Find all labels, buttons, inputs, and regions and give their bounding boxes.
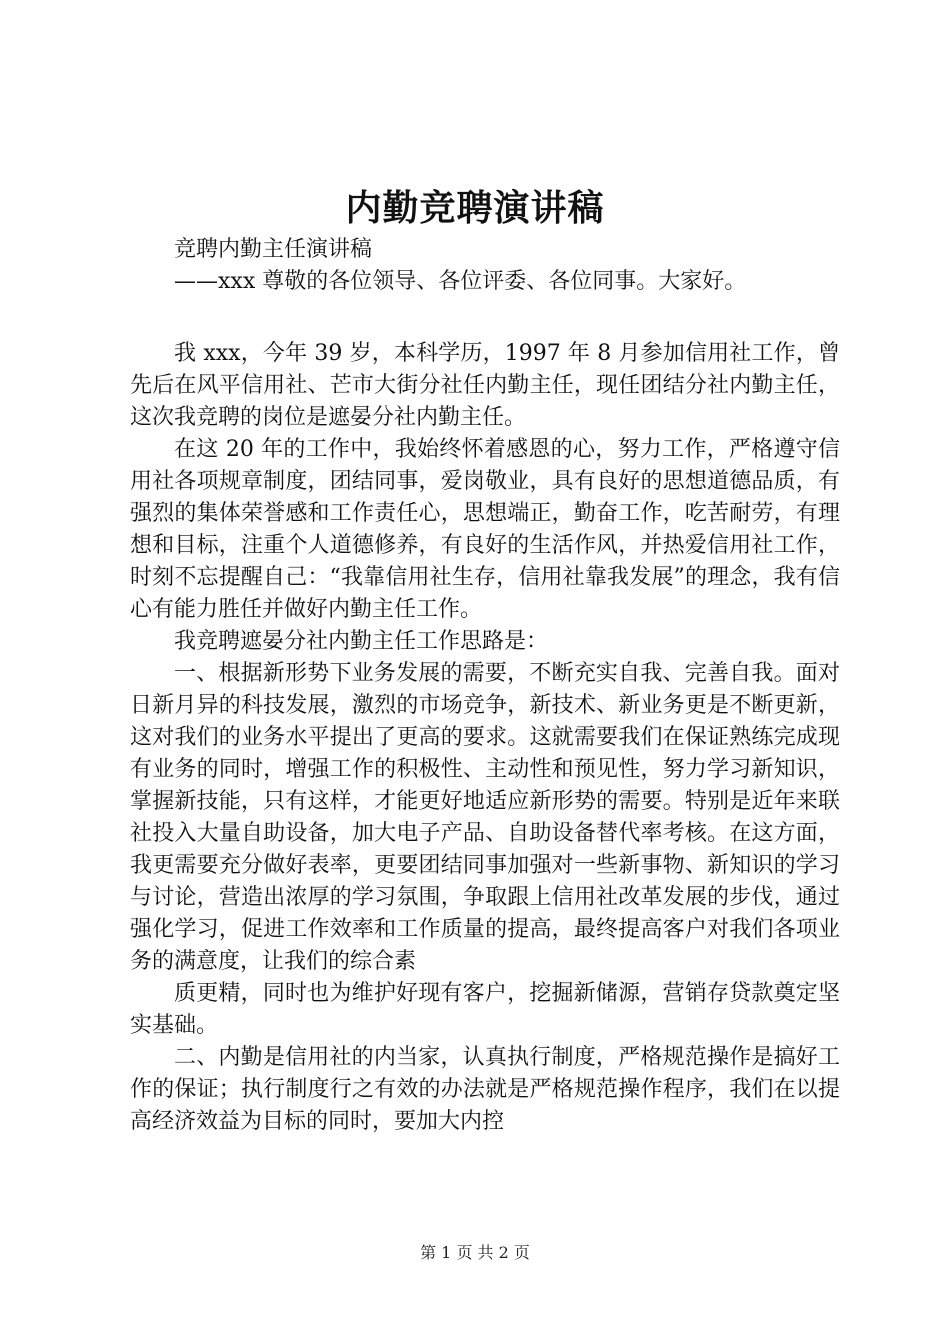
paragraph-point-one: 一、根据新形势下业务发展的需要，不断充实自我、完善自我。面对日新月异的科技发展，激烈的市场竞争，新技术、新业务更是不断更新，这对我们的业务水平提出了更高的要求。这就需要我们在保证熟练完成现有业务的同时，增强工作的积极性、主动性和预见性，努力学习新知识，掌握新技能，只有这样，才能更好地适应新形势的需要。特别是近年来联社投入大量自助设备，加大电子产品、自助设备替代率考核。在这方面，我更需要充分做好表率，更要团结同事加强对一些新事物、新知识的学习与讨论，营造出浓厚的学习氛围，争取跟上信用社改革发展的步伐，通过强化学习，促进工作效率和工作质量的提高，最终提高客户对我们各项业务的满意度，让我们的综合素 (130, 661, 840, 974)
document-title: 内勤竞聘演讲稿 (345, 187, 605, 229)
document-subtitle: 竞聘内勤主任演讲稿 (174, 237, 373, 262)
paragraph-experience: 在这 20 年的工作中，我始终怀着感恩的心，努力工作，严格遵守信用社各项规章制度，团结同事，爱岗敬业，具有良好的思想道德品质，有强烈的集体荣誉感和工作责任心，思想端正，勤奋工作，吃苦耐劳，有理想和目标，注重个人道德修养，有良好的生活作风，并热爱信用社工作，时刻不忘提醒自己：“我靠信用社生存，信用社靠我发展”的理念，我有信心有能力胜任并做好内勤主任工作。 (130, 437, 840, 622)
paragraph-point-one-continued: 质更精，同时也为维护好现有客户，挖掘新储源，营销存贷款奠定坚实基础。 (130, 981, 840, 1038)
paragraph-work-approach-intro: 我竞聘遮晏分社内勤主任工作思路是： (174, 629, 549, 654)
page-footer: 第 1 页 共 2 页 (420, 1243, 530, 1262)
document-greeting: ——xxx 尊敬的各位领导、各位评委、各位同事。大家好。 (174, 269, 747, 294)
paragraph-point-two: 二、内勤是信用社的内当家，认真执行制度，严格规范操作是搞好工作的保证；执行制度行之有效的办法就是严格规范操作程序，我们在以提高经济效益为目标的同时，要加大内控 (130, 1045, 840, 1134)
paragraph-introduction: 我 xxx，今年 39 岁，本科学历，1997 年 8 月参加信用社工作，曾先后在风平信用社、芒市大街分社任内勤主任，现任团结分社内勤主任，这次我竞聘的岗位是遮晏分社内勤主任。 (130, 341, 840, 430)
document-body (130, 234, 840, 1138)
paragraph-spacer (130, 298, 840, 338)
